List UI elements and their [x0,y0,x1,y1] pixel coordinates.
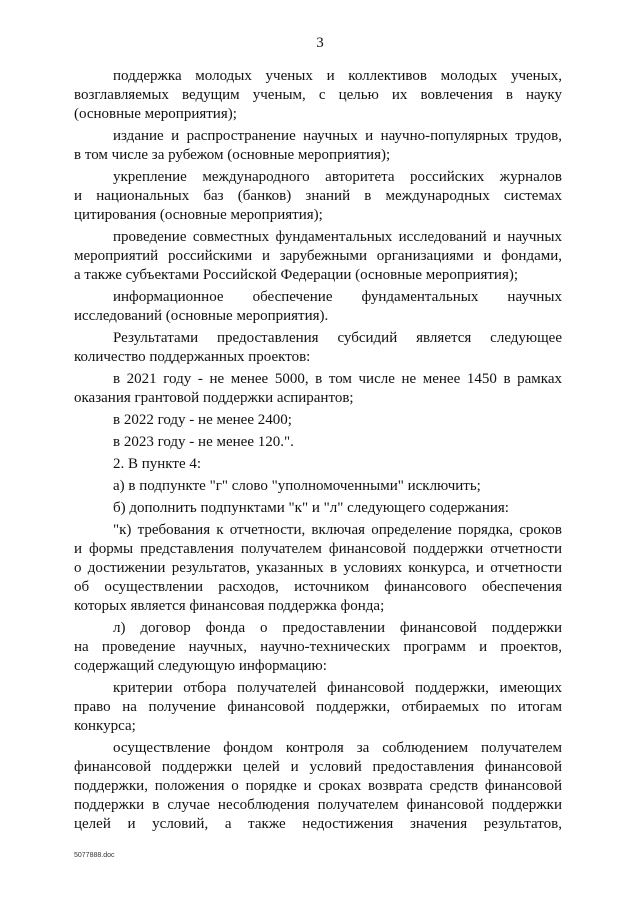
paragraph [74,168,562,225]
paragraph [74,411,562,430]
text-line: л) договор фонда о предоставлении финансовой поддержки [113,620,562,636]
text-line: издание и распространение научных и научно-популярных трудов, [113,128,562,144]
text-line: целей и условий, а также недостижения значения результатов, [74,816,562,832]
paragraph [74,477,562,496]
text-line: поддержки в случае несоблюдения получателем финансовой поддержки [74,797,562,813]
text-line: поддержка молодых ученых и коллективов молодых ученых, [113,68,562,84]
text-line: и национальных баз (банков) знаний в международных системах [74,188,562,204]
text-line: осуществление фондом контроля за соблюдением получателем [113,740,562,756]
text-line: мероприятий российскими и зарубежными организациями и фондами, [74,248,562,264]
text-line: финансовой поддержки целей и условий предоставления финансовой [74,759,562,775]
paragraph [74,288,562,326]
paragraph [74,521,562,616]
text-line: конкурса; [74,718,136,734]
text-line: (основные мероприятия); [74,106,237,122]
text-line: возглавляемых ведущим ученым, с целью их вовлечения в науку [74,87,562,103]
text-line: исследований (основные мероприятия). [74,308,329,324]
text-line: на проведение научных, научно-технических программ и проектов, [74,639,562,655]
file-name-footer: 5077888.doc [74,852,115,859]
text-line: в 2021 году - не менее 5000, в том числе не менее 1450 в рамках [113,371,562,387]
text-line: информационное обеспечение фундаментальных научных [113,289,562,305]
text-line: б) дополнить подпунктами "к" и "л" следующего содержания: [113,500,509,516]
text-line: о достижении результатов, указанных в условиях конкурса, и отчетности [74,560,562,576]
paragraph [74,679,562,736]
text-line: поддержки, положения о порядке и сроках возврата средств финансовой [74,778,562,794]
text-line: Результатами предоставления субсидий является следующее [113,330,562,346]
text-line: и формы представления получателем финансовой поддержки отчетности [74,541,562,557]
paragraph [74,67,562,124]
text-line: количество поддержанных проектов: [74,349,311,365]
text-line: а также субъектами Российской Федерации (основные мероприятия); [74,267,519,283]
text-line: об осуществлении расходов, источником финансового обеспечения [74,579,562,595]
text-line: оказания грантовой поддержки аспирантов; [74,390,354,406]
paragraph [74,329,562,367]
paragraph [74,499,562,518]
text-line: а) в подпункте "г" слово "уполномоченными" исключить; [113,478,481,494]
text-line: 2. В пункте 4: [113,456,202,472]
text-line: критерии отбора получателей финансовой поддержки, имеющих [113,680,562,696]
paragraph [74,455,562,474]
text-line: укрепление международного авторитета российских журналов [113,169,562,185]
text-line: которых является финансовая поддержка фонда; [74,598,385,614]
page-number: 3 [316,35,324,51]
text-line: "к) требования к отчетности, включая определение порядка, сроков [113,522,562,538]
paragraph [74,619,562,676]
text-line: содержащий следующую информацию: [74,658,327,674]
document-body [74,67,562,834]
paragraph [74,228,562,285]
paragraph [74,127,562,165]
text-line: цитирования (основные мероприятия); [74,207,323,223]
text-line: проведение совместных фундаментальных исследований и научных [113,229,562,245]
text-line: в том числе за рубежом (основные мероприятия); [74,147,391,163]
text-line: право на получение финансовой поддержки, отбираемых по итогам [74,699,562,715]
paragraph [74,433,562,452]
paragraph [74,739,562,834]
text-line: в 2023 году - не менее 120.". [113,434,294,450]
paragraph [74,370,562,408]
text-line: в 2022 году - не менее 2400; [113,412,292,428]
